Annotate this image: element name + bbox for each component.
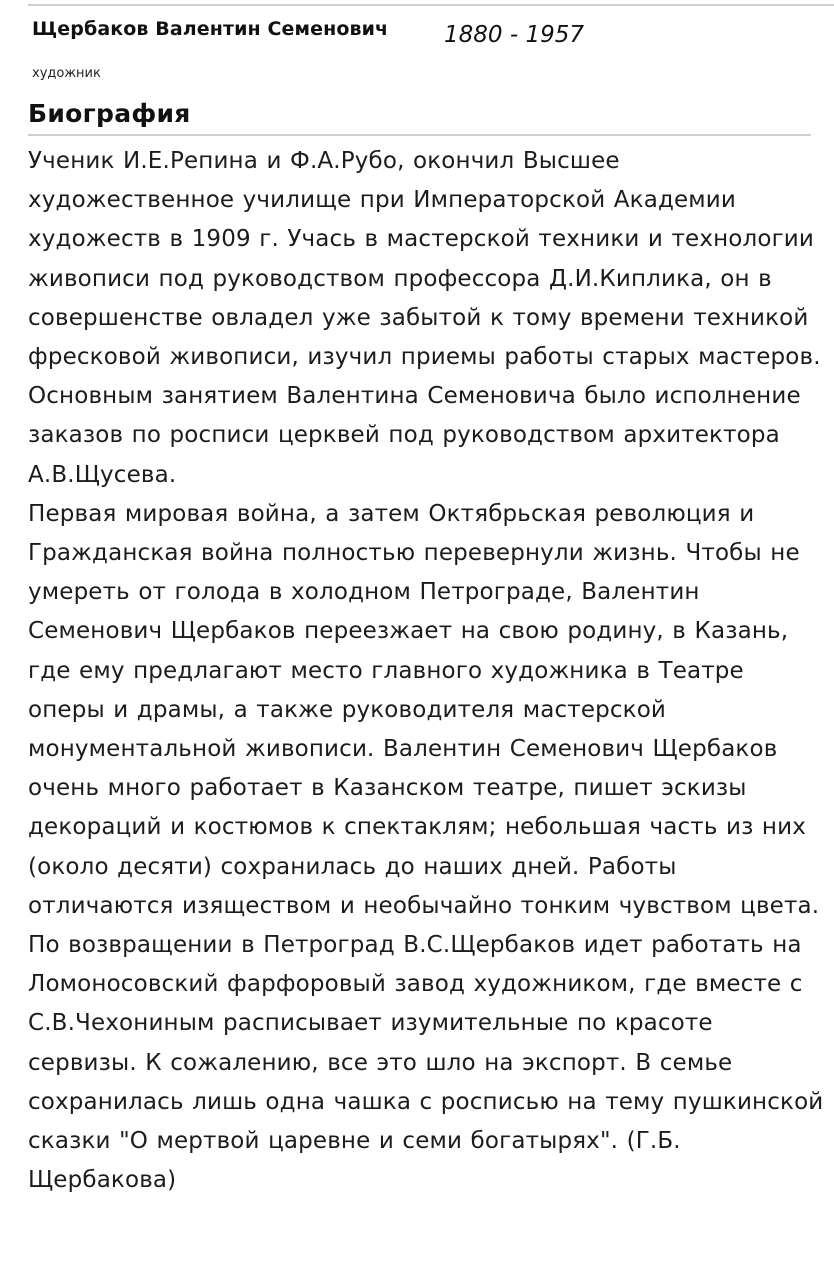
biography-title: Биография <box>28 99 191 128</box>
artist-name: Щербаков Валентин Семенович <box>32 18 389 40</box>
biography-text <box>28 142 828 1200</box>
biography-paragraph-2: Первая мировая война, а затем Октябрьская революция и Гражданская война полностью перевернули жизнь. Чтобы не умереть от голода в холодном Петрограде, Валентин Семенович Щербаков переезжает на свою родину, в Казань, где ему предлагают место главного художника в Театре оперы и драмы, а также руководителя мастерской монументальной живописи. Валентин Семенович Щербаков очень много работает в Казанском театре, пишет эскизы декораций и костюмов к спектаклям; небольшая часть из них (около десяти) сохранилась до наших дней. Работы отличаются изяществом и необычайно тонким чувством цвета. По возвращении в Петроград В.С.Щербаков идет работать на Ломоносовский фарфоровый завод художником, где вместе с С.В.Чехониным расписывает изумительные по красоте сервизы. К сожалению, все это шло на экспорт. В семье сохранилась лишь одна чашка с росписью на тему пушкинской сказки "О мертвой царевне и семи богатырях". (Г.Б. Щербакова) <box>28 500 824 1194</box>
biography-divider <box>28 134 811 136</box>
artist-header <box>32 16 822 56</box>
biography-paragraph-1: Ученик И.Е.Репина и Ф.А.Рубо, окончил Высшее художественное училище при Императорской Академии художеств в 1909 г. Учась в мастерской техники и технологии живописи под руководством профессора Д.И.Киплика, он в совершенстве овладел уже забытой к тому времени техникой фресковой живописи, изучил приемы работы старых мастеров. Основным занятием Валентина Семеновича было исполнение заказов по росписи церквей под руководством архитектора А.В.Щусева. <box>28 148 821 488</box>
top-divider <box>28 4 834 6</box>
artist-role: художник <box>32 66 101 81</box>
artist-years: 1880 - 1957 <box>444 22 584 48</box>
